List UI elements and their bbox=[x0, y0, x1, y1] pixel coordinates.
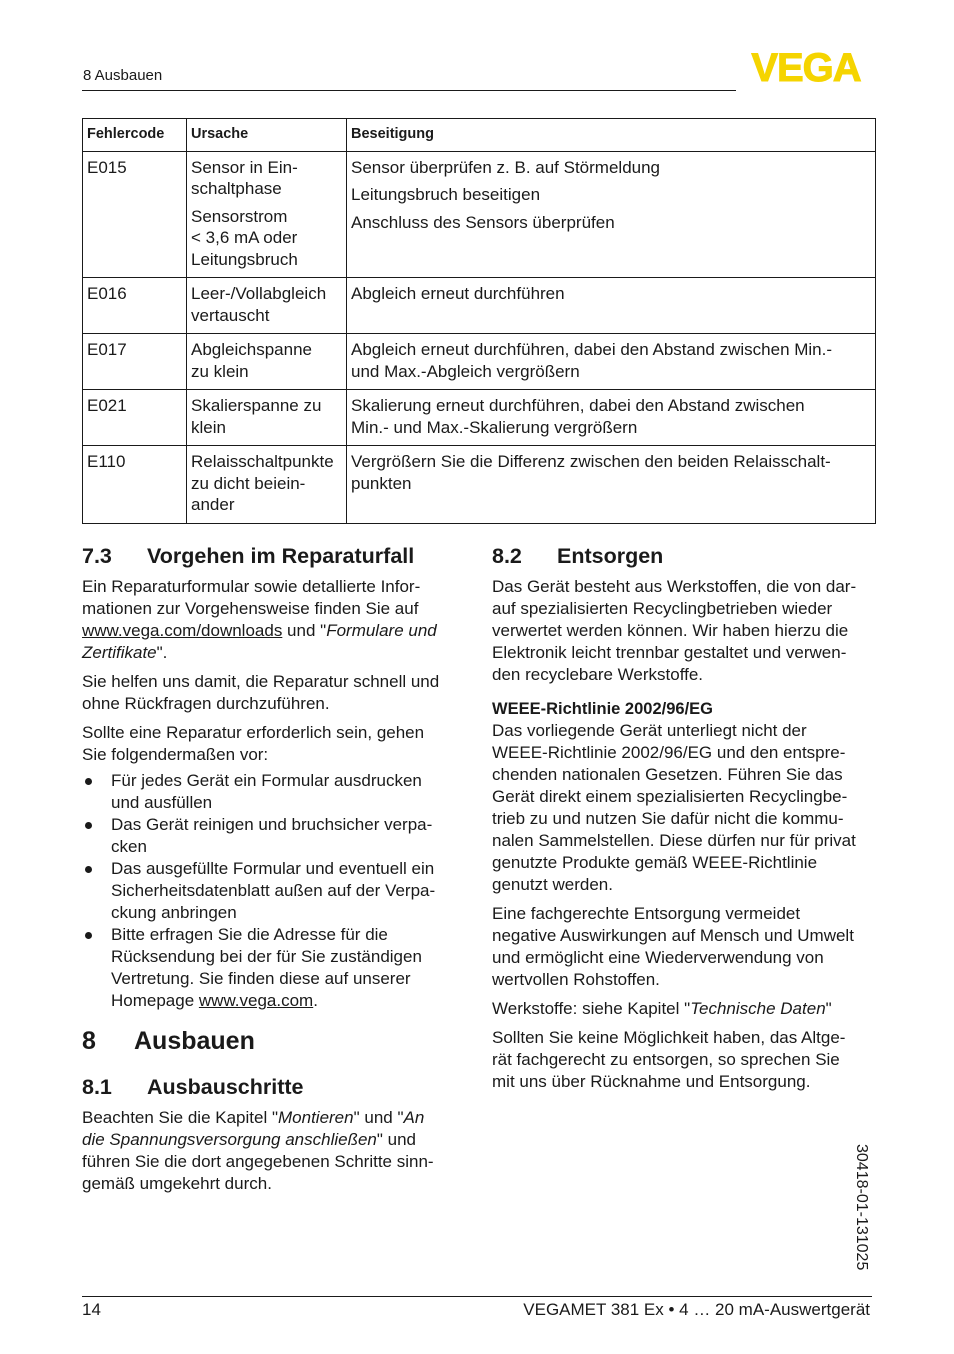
list-item: Für jedes Gerät ein Formular ausdrucken und ausfüllen bbox=[82, 770, 462, 814]
error-fix bbox=[347, 334, 876, 390]
logo-text: VEGA bbox=[751, 50, 861, 84]
text: und " bbox=[282, 621, 327, 640]
vega-logo bbox=[740, 50, 872, 84]
col-header-fehlercode: Fehlercode bbox=[83, 119, 187, 152]
fix-text: Abgleich erneut durchführen bbox=[351, 284, 565, 303]
fix-text: Leitungsbruch beseitigen bbox=[351, 185, 541, 204]
table-row bbox=[83, 334, 876, 390]
error-cause bbox=[187, 334, 347, 390]
section-number: 7.3 bbox=[82, 544, 112, 568]
col-header-ursache: Ursache bbox=[187, 119, 347, 152]
text: " und führen Sie die dort angegebenen Schritte sinn- gemäß umgekehrt durch. bbox=[82, 1130, 434, 1193]
error-fix bbox=[347, 446, 876, 524]
left-column-lower bbox=[82, 1026, 462, 1202]
error-cause bbox=[187, 151, 347, 278]
col-header-beseitigung: Beseitigung bbox=[347, 119, 876, 152]
cause-text: Relaisschaltpunkte zu dicht beiein- ander bbox=[191, 452, 334, 514]
paragraph: Sollten Sie keine Möglichkeit haben, das Altge- rät fachgerecht zu entsorgen, so sprechen Sie mit uns über Rücknahme und Entsorgung. bbox=[492, 1028, 846, 1091]
weee-subheading: WEEE-Richtlinie 2002/96/EG bbox=[492, 700, 713, 718]
section-heading-8-2 bbox=[492, 543, 882, 569]
document-code: 30418-01-131025 bbox=[853, 1144, 870, 1271]
error-code: E016 bbox=[83, 278, 187, 334]
table-row bbox=[83, 390, 876, 446]
footer-rule bbox=[82, 1296, 872, 1297]
italic-text: An die Spannungsversorgung anschließen bbox=[82, 1108, 425, 1149]
italic-text: Technische Daten bbox=[690, 999, 826, 1018]
paragraph bbox=[492, 998, 882, 1020]
cause-text: Skalierspanne zu klein bbox=[191, 396, 322, 437]
left-column bbox=[82, 543, 462, 1012]
italic-text: Montieren bbox=[278, 1108, 354, 1127]
paragraph: Sie helfen uns damit, die Reparatur schnell und ohne Rückfragen durchzuführen. bbox=[82, 672, 440, 713]
table-row bbox=[83, 278, 876, 334]
error-code: E021 bbox=[83, 390, 187, 446]
fix-text: Abgleich erneut durchführen, dabei den Abstand zwischen Min.- und Max.-Abgleich vergrößern bbox=[351, 340, 833, 381]
paragraph: Das vorliegende Gerät unterliegt nicht der WEEE-Richtlinie 2002/96/EG und den entspre- chenden nationalen Gesetzen. Führen Sie das Gerät direkt einem spezialisierten Recyclingbe- trieb zu und nutzen Sie dafür nicht die kommu- nalen Sammelstellen. Diese dürfen nur für privat genutzte Produkte gemäß WEEE-Richtlinie genutzt werden. bbox=[492, 721, 856, 894]
error-cause bbox=[187, 390, 347, 446]
list-item: Das Gerät reinigen und bruchsicher verpa- cken bbox=[82, 814, 462, 858]
footer-title: VEGAMET 381 Ex • 4 … 20 mA-Auswertgerät bbox=[523, 1300, 870, 1319]
fix-text: Anschluss des Sensors überprüfen bbox=[351, 212, 615, 232]
error-fix bbox=[347, 278, 876, 334]
section-title: Entsorgen bbox=[557, 544, 664, 568]
bullet-list bbox=[82, 770, 462, 1012]
error-cause bbox=[187, 278, 347, 334]
fix-text: Skalierung erneut durchführen, dabei den Abstand zwischen Min.- und Max.-Skalierung vergrößern bbox=[351, 396, 805, 437]
vega-homepage-link[interactable]: www.vega.com bbox=[198, 991, 314, 1010]
cause-text: Sensor in Ein- schaltphase bbox=[191, 157, 298, 198]
fix-text: Sensor überprüfen z. B. auf Störmeldung bbox=[351, 157, 661, 177]
text: " bbox=[825, 999, 832, 1018]
error-fix bbox=[347, 151, 876, 278]
cause-text: Sensorstrom < 3,6 mA oder Leitungsbruch bbox=[191, 206, 298, 269]
text: Werkstoffe: siehe Kapitel " bbox=[492, 999, 691, 1018]
fix-text: Vergrößern Sie die Differenz zwischen den beiden Relaisschalt- punkten bbox=[351, 452, 831, 493]
text: ". bbox=[156, 643, 168, 662]
paragraph bbox=[82, 576, 462, 664]
chapter-number: 8 bbox=[82, 1027, 96, 1055]
page-number: 14 bbox=[82, 1300, 101, 1319]
text: Bitte erfragen Sie die Adresse für die Rücksendung bei der für Sie zuständigen Vertretung. Sie finden diese auf unserer Homepage bbox=[111, 925, 422, 1010]
text: . bbox=[313, 991, 318, 1010]
running-header: 8 Ausbauen bbox=[83, 67, 163, 84]
paragraph: Sollte eine Reparatur erforderlich sein, gehen Sie folgendermaßen vor: bbox=[82, 723, 425, 764]
section-title: Ausbauschritte bbox=[147, 1075, 304, 1099]
error-code: E110 bbox=[83, 446, 187, 524]
list-item: Das ausgefüllte Formular und eventuell ein Sicherheitsdatenblatt außen auf der Verpa- ckung anbringen bbox=[82, 858, 462, 924]
section-number: 8.2 bbox=[492, 544, 522, 568]
paragraph: Eine fachgerechte Entsorgung vermeidet negative Auswirkungen auf Mensch und Umwelt und ermöglicht eine Wiederverwendung von wertvollen Rohstoffen. bbox=[492, 904, 854, 989]
downloads-link[interactable]: www.vega.com/downloads bbox=[82, 621, 283, 640]
cause-text: Abgleichspanne zu klein bbox=[191, 340, 312, 381]
section-heading-7-3 bbox=[82, 543, 462, 569]
table-row bbox=[83, 446, 876, 524]
paragraph: Das Gerät besteht aus Werkstoffen, die von dar- auf spezialisierten Recyclingbetrieben wieder verwertet werden können. Wir haben hierzu die Elektronik leicht trennbar gestaltet und verwen- den recyclebare Werkstoffe. bbox=[492, 577, 857, 684]
table-row bbox=[83, 151, 876, 278]
right-column bbox=[492, 543, 882, 1100]
error-cause bbox=[187, 446, 347, 524]
cause-text: Leer-/Vollabgleich vertauscht bbox=[191, 284, 327, 325]
list-item bbox=[82, 924, 462, 1012]
text: " und " bbox=[353, 1108, 404, 1127]
table-header-row bbox=[83, 119, 876, 152]
section-number: 8.1 bbox=[82, 1075, 112, 1099]
error-table bbox=[82, 118, 876, 524]
header-rule bbox=[82, 90, 736, 91]
section-title: Vorgehen im Reparaturfall bbox=[147, 544, 415, 568]
text: Beachten Sie die Kapitel " bbox=[82, 1108, 278, 1127]
error-fix bbox=[347, 390, 876, 446]
error-code: E017 bbox=[83, 334, 187, 390]
chapter-title: Ausbauen bbox=[134, 1027, 255, 1055]
section-heading-8-1 bbox=[82, 1074, 462, 1100]
text: Ein Reparaturformular sowie detallierte Infor- mationen zur Vorgehensweise finden Sie auf bbox=[82, 577, 421, 618]
error-code: E015 bbox=[83, 151, 187, 278]
chapter-heading-8 bbox=[82, 1026, 462, 1056]
paragraph bbox=[82, 1107, 462, 1195]
italic-text: Formulare und Zertifikate bbox=[82, 621, 437, 662]
